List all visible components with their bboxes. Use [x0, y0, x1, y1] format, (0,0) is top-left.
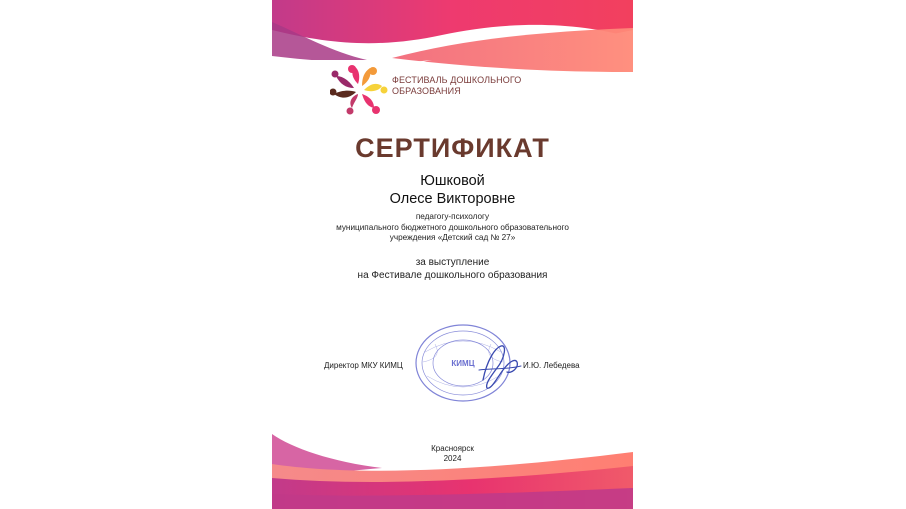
- certificate-title: СЕРТИФИКАТ: [355, 133, 550, 163]
- stamp-text: КИМЦ: [451, 359, 475, 368]
- recipient-given-name: Олесе Викторовне: [389, 191, 516, 207]
- issue-city: Красноярск: [431, 444, 474, 453]
- festival-name: [392, 75, 552, 97]
- top-decorative-band: [272, 0, 633, 72]
- issue-year: 2024: [443, 454, 462, 463]
- bottom-decorative-band: [272, 432, 633, 509]
- director-signature: [477, 340, 523, 392]
- festival-name-line1: ФЕСТИВАЛЬ ДОШКОЛЬНОГО: [392, 75, 522, 85]
- position-line-2: муниципального бюджетного дошкольного образовательного: [336, 222, 569, 232]
- reason-line-1: за выступление: [415, 257, 490, 268]
- director-name: И.Ю. Лебедева: [523, 361, 580, 370]
- festival-name-line2: ОБРАЗОВАНИЯ: [392, 86, 461, 96]
- recipient-surname: Юшковой: [420, 173, 485, 189]
- reason-line-2: на Фестивале дошкольного образования: [357, 270, 548, 281]
- festival-logo: [330, 62, 388, 118]
- recipient-position: [272, 212, 633, 244]
- recipient-name: [272, 172, 633, 208]
- position-line-1: педагогу-психологу: [415, 212, 490, 221]
- award-reason: [272, 256, 633, 282]
- certificate-page: [272, 0, 633, 509]
- director-title: Директор МКУ КИМЦ: [324, 361, 403, 370]
- position-line-3: учреждения «Детский сад № 27»: [389, 233, 516, 242]
